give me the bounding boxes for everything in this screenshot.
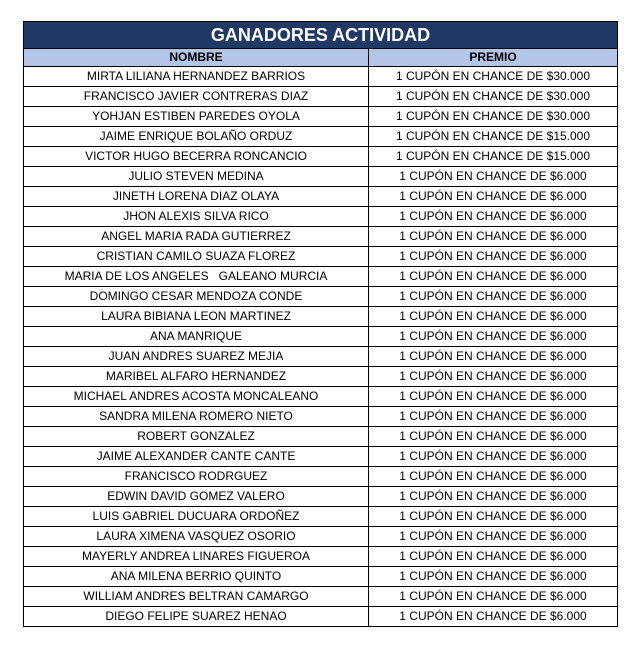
prize-cell: 1 CUPÓN EN CHANCE DE $6.000 bbox=[369, 587, 618, 607]
prize-cell: 1 CUPÓN EN CHANCE DE $6.000 bbox=[369, 527, 618, 547]
table-row bbox=[24, 527, 618, 547]
table-row bbox=[24, 67, 618, 87]
table-row bbox=[24, 367, 618, 387]
table-row bbox=[24, 607, 618, 627]
winner-name-cell: LAURA XIMENA VASQUEZ OSORIO bbox=[24, 527, 369, 547]
table-row bbox=[24, 187, 618, 207]
winner-name-cell: EDWIN DAVID GOMEZ VALERO bbox=[24, 487, 369, 507]
prize-cell: 1 CUPÓN EN CHANCE DE $6.000 bbox=[369, 247, 618, 267]
table-row bbox=[24, 267, 618, 287]
winner-name-cell: FRANCISCO JAVIER CONTRERAS DIAZ bbox=[24, 87, 369, 107]
prize-cell: 1 CUPÓN EN CHANCE DE $6.000 bbox=[369, 227, 618, 247]
winner-name-cell: ANA MILENA BERRIO QUINTO bbox=[24, 567, 369, 587]
winner-name-cell: MAYERLY ANDREA LINARES FIGUEROA bbox=[24, 547, 369, 567]
prize-cell: 1 CUPÓN EN CHANCE DE $30.000 bbox=[369, 107, 618, 127]
column-header-name: NOMBRE bbox=[24, 49, 369, 67]
table-row bbox=[24, 467, 618, 487]
prize-cell: 1 CUPÓN EN CHANCE DE $6.000 bbox=[369, 407, 618, 427]
prize-cell: 1 CUPÓN EN CHANCE DE $6.000 bbox=[369, 307, 618, 327]
table-row bbox=[24, 207, 618, 227]
winner-name-cell: WILLIAM ANDRES BELTRAN CAMARGO bbox=[24, 587, 369, 607]
prize-cell: 1 CUPÓN EN CHANCE DE $6.000 bbox=[369, 447, 618, 467]
table-row bbox=[24, 167, 618, 187]
table-row bbox=[24, 307, 618, 327]
table-title: GANADORES ACTIVIDAD bbox=[24, 22, 618, 49]
prize-cell: 1 CUPÓN EN CHANCE DE $6.000 bbox=[369, 427, 618, 447]
winner-name-cell: MIRTA LILIANA HERNANDEZ BARRIOS bbox=[24, 67, 369, 87]
table-row bbox=[24, 87, 618, 107]
winner-name-cell: FRANCISCO RODRGUEZ bbox=[24, 467, 369, 487]
header-row bbox=[24, 49, 618, 67]
prize-cell: 1 CUPÓN EN CHANCE DE $6.000 bbox=[369, 287, 618, 307]
winner-name-cell: LUIS GABRIEL DUCUARA ORDOÑEZ bbox=[24, 507, 369, 527]
prize-cell: 1 CUPÓN EN CHANCE DE $6.000 bbox=[369, 167, 618, 187]
winner-name-cell: JAIME ALEXANDER CANTE CANTE bbox=[24, 447, 369, 467]
table-row bbox=[24, 567, 618, 587]
prize-cell: 1 CUPÓN EN CHANCE DE $6.000 bbox=[369, 547, 618, 567]
winner-name-cell: ANA MANRIQUE bbox=[24, 327, 369, 347]
winner-name-cell: MICHAEL ANDRES ACOSTA MONCALEANO bbox=[24, 387, 369, 407]
winner-name-cell: DIEGO FELIPE SUAREZ HENAO bbox=[24, 607, 369, 627]
winner-name-cell: JAIME ENRIQUE BOLAÑO ORDUZ bbox=[24, 127, 369, 147]
winner-name-cell: ANGEL MARIA RADA GUTIERREZ bbox=[24, 227, 369, 247]
table-row bbox=[24, 587, 618, 607]
winner-name-cell: JUAN ANDRES SUAREZ MEJIA bbox=[24, 347, 369, 367]
winner-name-cell: SANDRA MILENA ROMERO NIETO bbox=[24, 407, 369, 427]
winner-name-cell: ROBERT GONZALEZ bbox=[24, 427, 369, 447]
table-row bbox=[24, 447, 618, 467]
table-row bbox=[24, 507, 618, 527]
winner-name-cell: CRISTIAN CAMILO SUAZA FLOREZ bbox=[24, 247, 369, 267]
winner-name-cell: DOMINGO CESAR MENDOZA CONDE bbox=[24, 287, 369, 307]
prize-cell: 1 CUPÓN EN CHANCE DE $6.000 bbox=[369, 187, 618, 207]
prize-cell: 1 CUPÓN EN CHANCE DE $6.000 bbox=[369, 507, 618, 527]
winner-name-cell: MARIBEL ALFARO HERNANDEZ bbox=[24, 367, 369, 387]
winner-name-cell: YOHJAN ESTIBEN PAREDES OYOLA bbox=[24, 107, 369, 127]
table-row bbox=[24, 247, 618, 267]
winner-name-cell: VICTOR HUGO BECERRA RONCANCIO bbox=[24, 147, 369, 167]
table-row bbox=[24, 147, 618, 167]
prize-cell: 1 CUPÓN EN CHANCE DE $6.000 bbox=[369, 327, 618, 347]
table-row bbox=[24, 127, 618, 147]
prize-cell: 1 CUPÓN EN CHANCE DE $30.000 bbox=[369, 67, 618, 87]
table-row bbox=[24, 347, 618, 367]
table-row bbox=[24, 107, 618, 127]
table-row bbox=[24, 487, 618, 507]
prize-cell: 1 CUPÓN EN CHANCE DE $6.000 bbox=[369, 567, 618, 587]
prize-cell: 1 CUPÓN EN CHANCE DE $15.000 bbox=[369, 147, 618, 167]
winners-table bbox=[23, 21, 618, 627]
prize-cell: 1 CUPÓN EN CHANCE DE $6.000 bbox=[369, 607, 618, 627]
table-row bbox=[24, 327, 618, 347]
table-row bbox=[24, 547, 618, 567]
prize-cell: 1 CUPÓN EN CHANCE DE $6.000 bbox=[369, 467, 618, 487]
prize-cell: 1 CUPÓN EN CHANCE DE $30.000 bbox=[369, 87, 618, 107]
winner-name-cell: MARIA DE LOS ANGELES GALEANO MURCIA bbox=[24, 267, 369, 287]
table-row bbox=[24, 227, 618, 247]
column-header-prize: PREMIO bbox=[369, 49, 618, 67]
prize-cell: 1 CUPÓN EN CHANCE DE $6.000 bbox=[369, 387, 618, 407]
winner-name-cell: JHON ALEXIS SILVA RICO bbox=[24, 207, 369, 227]
prize-cell: 1 CUPÓN EN CHANCE DE $6.000 bbox=[369, 267, 618, 287]
table-row bbox=[24, 407, 618, 427]
prize-cell: 1 CUPÓN EN CHANCE DE $6.000 bbox=[369, 367, 618, 387]
prize-cell: 1 CUPÓN EN CHANCE DE $6.000 bbox=[369, 207, 618, 227]
prize-cell: 1 CUPÓN EN CHANCE DE $15.000 bbox=[369, 127, 618, 147]
title-row bbox=[24, 22, 618, 49]
winners-rows bbox=[24, 67, 618, 627]
table-row bbox=[24, 287, 618, 307]
table-row bbox=[24, 427, 618, 447]
prize-cell: 1 CUPÓN EN CHANCE DE $6.000 bbox=[369, 487, 618, 507]
winner-name-cell: LAURA BIBIANA LEON MARTINEZ bbox=[24, 307, 369, 327]
table-row bbox=[24, 387, 618, 407]
winner-name-cell: JINETH LORENA DIAZ OLAYA bbox=[24, 187, 369, 207]
prize-cell: 1 CUPÓN EN CHANCE DE $6.000 bbox=[369, 347, 618, 367]
winner-name-cell: JULIO STEVEN MEDINA bbox=[24, 167, 369, 187]
